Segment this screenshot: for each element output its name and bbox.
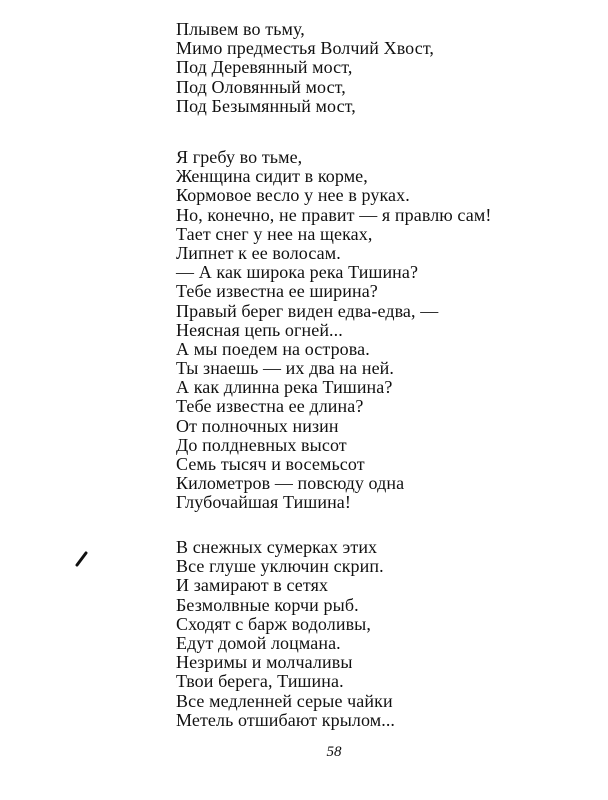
poem-line: А как длинна река Тишина? [176,377,393,398]
poem-line: Сходят с барж водоливы, [176,613,371,634]
poem-line: Километров — повсюду одна [176,473,405,494]
poem-line: Ты знаешь — их два на ней. [176,358,395,379]
poem-line: Тебе известна ее длина? [176,396,364,417]
poem-line: Под Оловянный мост, [176,76,346,97]
poem-line: Под Безымянный мост, [176,95,356,116]
poem-line: Глубочайшая Тишина! [176,492,351,513]
stanza-2 [176,148,491,513]
poem-line: Неясная цепь огней... [176,319,343,340]
poem-line: Но, конечно, не правит — я правлю сам! [176,204,492,225]
poem-line: Безмолвные корчи рыб. [176,594,359,615]
poem-line: До полдневных высот [176,434,347,455]
poem-line: Женщина сидит в корме, [176,166,368,187]
poem-line: Я гребу во тьме, [176,147,303,167]
poem-line: Семь тысяч и восемьсот [176,454,365,474]
poem-line: Метель отшибают крылом... [176,709,396,730]
page-number: 58 [326,744,342,760]
poem-line: От полночных низин [176,415,339,436]
poem-line: Едут домой лоцмана. [176,632,341,653]
pen-mark-icon [74,548,90,568]
poem-line: Правый берег виден едва-едва, — [176,300,439,321]
poem-line: И замирают в сетях [176,575,329,596]
poem-line: Все медленней серые чайки [176,690,393,711]
poem-line: Плывем во тьму, [176,19,305,39]
poem-line: Мимо предместья Волчий Хвост, [176,38,435,59]
poem-line: Твои берега, Тишина. [176,671,344,692]
poem-line: Кормовое весло у нее в руках. [176,185,410,206]
poem-line: Липнет к ее волосам. [176,242,341,263]
poem-line: Все глуше уключин скрип. [176,556,384,577]
poem-line: В снежных сумерках этих [176,537,378,557]
poem-line: Незримы и молчаливы [176,652,353,673]
stanza-1 [176,20,434,116]
poem-line: Под Деревянный мост, [176,57,353,78]
poem-line: Тает снег у нее на щеках, [176,223,373,244]
poem-line: Тебе известна ее ширина? [176,281,378,302]
stanza-3 [176,538,395,730]
poem-line: А мы поедем на острова. [176,338,370,359]
poem-line: — А как широка река Тишина? [176,262,419,283]
